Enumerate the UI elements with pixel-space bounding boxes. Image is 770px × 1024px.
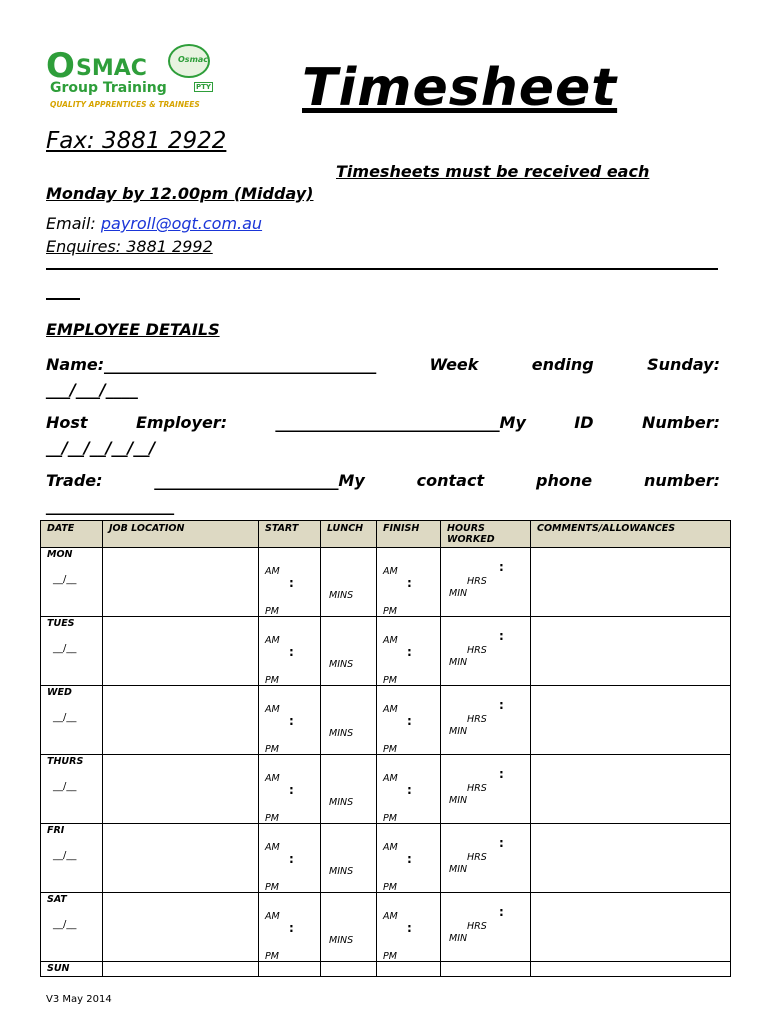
start-am: AM (265, 635, 280, 646)
date-cell[interactable] (41, 686, 103, 755)
host-label: Host (46, 413, 88, 432)
comments-cell[interactable] (531, 824, 731, 893)
finish-pm: PM (383, 606, 397, 617)
host-row (46, 413, 720, 432)
comments-cell[interactable] (531, 962, 731, 977)
comments-cell[interactable] (531, 617, 731, 686)
separator-rule (46, 268, 718, 270)
start-cell[interactable] (259, 686, 321, 755)
hours-min: MIN (449, 933, 468, 944)
job-location-cell[interactable] (103, 824, 259, 893)
globe-label: Osmac (178, 55, 209, 64)
day-label: TUES (47, 618, 75, 629)
hours-worked-cell[interactable] (441, 548, 531, 617)
week-ending-label: Week (429, 355, 479, 374)
date-blank: __/__ (53, 643, 77, 654)
hours-hrs: HRS (467, 921, 487, 932)
section-title: EMPLOYEE DETAILS (46, 320, 220, 339)
hours-worked-cell[interactable] (441, 686, 531, 755)
lunch-cell[interactable] (321, 962, 377, 977)
hours-min: MIN (449, 588, 468, 599)
table-row (41, 548, 731, 617)
trade-row (46, 471, 720, 490)
day-label: SAT (47, 894, 67, 905)
logo-tagline: QUALITY APPRENTICES & TRAINEES (50, 100, 200, 109)
email-label: Email: (46, 214, 101, 233)
comments-cell[interactable] (531, 755, 731, 824)
hours-colon: : (499, 629, 504, 643)
header-finish: FINISH (377, 521, 441, 548)
date-cell[interactable] (41, 824, 103, 893)
name-row (46, 355, 720, 374)
logo-group-training: Group Training (50, 80, 167, 96)
start-colon: : (289, 576, 294, 590)
lunch-cell[interactable] (321, 686, 377, 755)
start-am: AM (265, 704, 280, 715)
finish-colon: : (407, 714, 412, 728)
start-cell[interactable] (259, 755, 321, 824)
lunch-mins: MINS (329, 659, 354, 670)
start-colon: : (289, 852, 294, 866)
logo-pty: PTY (196, 83, 211, 91)
job-location-cell[interactable] (103, 893, 259, 962)
finish-cell[interactable] (377, 824, 441, 893)
start-colon: : (289, 921, 294, 935)
header-hours-worked: HOURS WORKED (441, 521, 531, 548)
finish-colon: : (407, 921, 412, 935)
start-pm: PM (265, 675, 279, 686)
job-location-cell[interactable] (103, 617, 259, 686)
finish-am: AM (383, 842, 398, 853)
start-am: AM (265, 842, 280, 853)
logo-o: O (46, 46, 74, 86)
number-label: number: (643, 471, 720, 490)
finish-cell[interactable] (377, 617, 441, 686)
timesheet-table (40, 520, 731, 977)
lunch-mins: MINS (329, 797, 354, 808)
hours-colon: : (499, 905, 504, 919)
header-comments: COMMENTS/ALLOWANCES (531, 521, 731, 548)
finish-colon: : (407, 576, 412, 590)
notice-line-2: Monday by 12.00pm (Midday) (46, 184, 314, 203)
day-label: SUN (47, 963, 70, 974)
hours-worked-cell[interactable] (441, 962, 531, 977)
day-label: MON (47, 549, 73, 560)
start-colon: : (289, 783, 294, 797)
table-row (41, 617, 731, 686)
hours-hrs: HRS (467, 852, 487, 863)
start-cell[interactable] (259, 824, 321, 893)
day-label: THURS (47, 756, 84, 767)
finish-cell[interactable] (377, 893, 441, 962)
start-am: AM (265, 911, 280, 922)
header-date: DATE (41, 521, 103, 548)
week-ending-label-2: ending (531, 355, 594, 374)
date-blank: __/__ (53, 781, 77, 792)
finish-am: AM (383, 773, 398, 784)
week-ending-date[interactable]: ___/___/____ (46, 380, 138, 399)
hours-min: MIN (449, 657, 468, 668)
hours-worked-cell[interactable] (441, 617, 531, 686)
start-am: AM (265, 773, 280, 784)
date-cell[interactable] (41, 962, 103, 977)
date-blank: __/__ (53, 574, 77, 585)
start-am: AM (265, 566, 280, 577)
finish-pm: PM (383, 744, 397, 755)
finish-pm: PM (383, 882, 397, 893)
fax-number: Fax: 3881 2922 (46, 128, 227, 154)
header-job-location: JOB LOCATION (103, 521, 259, 548)
hours-hrs: HRS (467, 645, 487, 656)
day-label: FRI (47, 825, 65, 836)
job-location-cell[interactable] (103, 962, 259, 977)
notice-line-1: Timesheets must be received each (336, 162, 650, 181)
comments-cell[interactable] (531, 548, 731, 617)
finish-cell[interactable] (377, 686, 441, 755)
table-row (41, 755, 731, 824)
lunch-mins: MINS (329, 935, 354, 946)
hours-colon: : (499, 698, 504, 712)
start-cell[interactable] (259, 962, 321, 977)
finish-pm: PM (383, 675, 397, 686)
globe-icon (168, 44, 210, 78)
finish-cell[interactable] (377, 962, 441, 977)
start-cell[interactable] (259, 548, 321, 617)
page-title: Timesheet (302, 58, 618, 118)
header-lunch: LUNCH (321, 521, 377, 548)
trade-label: Trade: (46, 471, 103, 490)
hours-colon: : (499, 767, 504, 781)
day-label: WED (47, 687, 72, 698)
table-row (41, 686, 731, 755)
name-field[interactable]: Name:__________________________________ (46, 355, 377, 374)
comments-cell[interactable] (531, 893, 731, 962)
finish-pm: PM (383, 813, 397, 824)
lunch-mins: MINS (329, 728, 354, 739)
date-cell[interactable] (41, 617, 103, 686)
header-start: START (259, 521, 321, 548)
hours-hrs: HRS (467, 714, 487, 725)
comments-cell[interactable] (531, 686, 731, 755)
hours-colon: : (499, 836, 504, 850)
start-pm: PM (265, 606, 279, 617)
finish-cell[interactable] (377, 548, 441, 617)
lunch-cell[interactable] (321, 617, 377, 686)
week-ending-label-3: Sunday: (647, 355, 720, 374)
finish-colon: : (407, 783, 412, 797)
table-row (41, 962, 731, 977)
hours-worked-cell[interactable] (441, 893, 531, 962)
hours-worked-cell[interactable] (441, 755, 531, 824)
hours-min: MIN (449, 795, 468, 806)
table-header-row (41, 521, 731, 548)
start-pm: PM (265, 744, 279, 755)
finish-pm: PM (383, 951, 397, 962)
id-number-field[interactable]: __/__/__/__/__/ (46, 438, 156, 457)
finish-am: AM (383, 635, 398, 646)
phone-label: phone (535, 471, 593, 490)
table-row (41, 893, 731, 962)
date-blank: __/__ (53, 712, 77, 723)
hours-min: MIN (449, 726, 468, 737)
hours-hrs: HRS (467, 576, 487, 587)
trade-field[interactable]: _______________________My (154, 471, 365, 490)
date-cell[interactable] (41, 755, 103, 824)
email-link[interactable]: payroll@ogt.com.au (100, 214, 263, 233)
lunch-cell[interactable] (321, 548, 377, 617)
start-pm: PM (265, 813, 279, 824)
job-location-cell[interactable] (103, 548, 259, 617)
logo-smac: SMAC (76, 56, 147, 81)
id-label: ID (574, 413, 594, 432)
hours-colon: : (499, 560, 504, 574)
lunch-mins: MINS (329, 866, 354, 877)
lunch-cell[interactable] (321, 893, 377, 962)
job-location-cell[interactable] (103, 755, 259, 824)
hours-worked-cell[interactable] (441, 824, 531, 893)
start-pm: PM (265, 882, 279, 893)
version-footer: V3 May 2014 (46, 994, 112, 1005)
table-row (41, 824, 731, 893)
job-location-cell[interactable] (103, 686, 259, 755)
finish-am: AM (383, 704, 398, 715)
hours-hrs: HRS (467, 783, 487, 794)
separator-rule-short (46, 298, 80, 300)
lunch-mins: MINS (329, 590, 354, 601)
start-colon: : (289, 714, 294, 728)
finish-am: AM (383, 911, 398, 922)
lunch-cell[interactable] (321, 755, 377, 824)
finish-cell[interactable] (377, 755, 441, 824)
lunch-cell[interactable] (321, 824, 377, 893)
osmac-logo (46, 42, 216, 114)
contact-label: contact (416, 471, 485, 490)
email-line (46, 214, 262, 233)
start-cell[interactable] (259, 893, 321, 962)
enquires-line: Enquires: 3881 2992 (46, 237, 213, 256)
date-blank: __/__ (53, 850, 77, 861)
host-label-2: Employer: (135, 413, 228, 432)
date-cell[interactable] (41, 893, 103, 962)
start-colon: : (289, 645, 294, 659)
finish-colon: : (407, 852, 412, 866)
phone-number-field[interactable]: ________________ (46, 496, 174, 515)
hours-min: MIN (449, 864, 468, 875)
start-pm: PM (265, 951, 279, 962)
date-blank: __/__ (53, 919, 77, 930)
host-employer-field[interactable]: ____________________________My (275, 413, 526, 432)
date-cell[interactable] (41, 548, 103, 617)
id-label-2: Number: (641, 413, 720, 432)
finish-am: AM (383, 566, 398, 577)
start-cell[interactable] (259, 617, 321, 686)
finish-colon: : (407, 645, 412, 659)
